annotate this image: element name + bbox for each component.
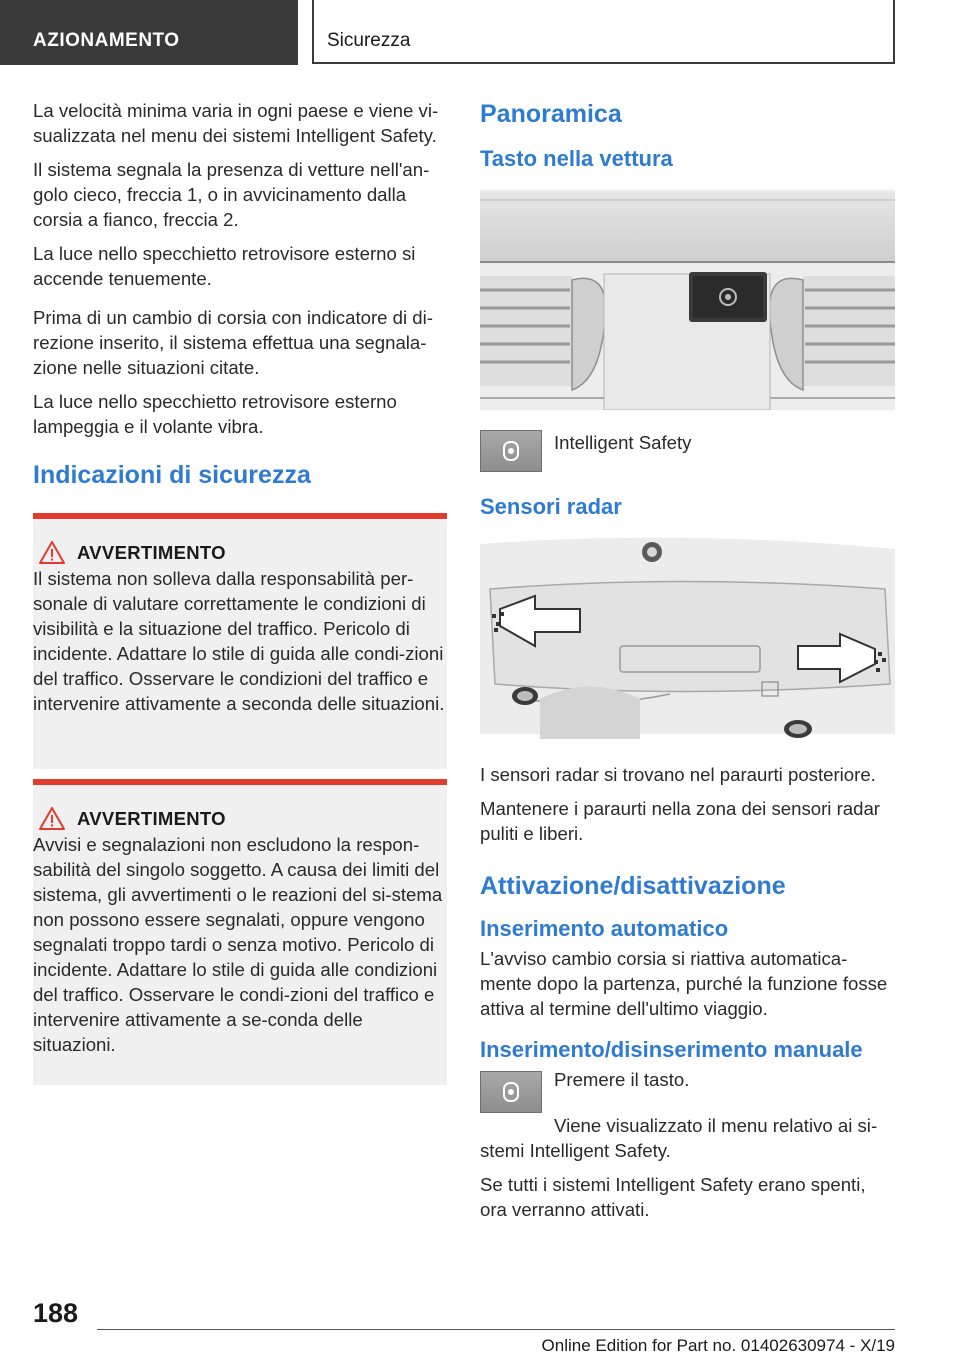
footer-divider (97, 1329, 895, 1330)
paragraph: Premere il tasto. (554, 1069, 690, 1090)
paragraph: La luce nello specchietto retrovisore esterno lampeggia e il volante vibra. (33, 391, 397, 437)
warning-triangle-icon (39, 807, 65, 830)
sub-heading: Inserimento automatico (480, 916, 729, 941)
warning-box (33, 779, 447, 1085)
button-instruction-row (480, 1067, 895, 1113)
warning-text: Avvisi e segnalazioni non escludono la respon-sabilità del singolo soggetto. A causa dei limiti del sistema, gli avvertimenti o le reazioni del si-stema non possono essere segnalati, oppure vengono segnalati troppo tardi o senza motivo. Pericolo di incidente. Adattare lo stile di guida alle condizioni del traffico. Osservare le condi-zioni del traffico e intervenire attivamente a se-conda delle situazioni. (33, 834, 443, 1055)
section-heading: Indicazioni di sicurezza (33, 461, 311, 489)
car-safety-icon (501, 1081, 521, 1103)
radar-sensors-image (480, 534, 895, 742)
footer-edition: Online Edition for Part no. 01402630974 - X/19 (541, 1336, 895, 1355)
paragraph: La luce nello specchietto retrovisore esterno si accende tenuemente. (33, 243, 416, 289)
sub-heading: Sensori radar (480, 494, 622, 519)
intelligent-safety-button-icon (480, 430, 542, 472)
header-section-label: AZIONAMENTO (33, 30, 180, 51)
dashboard-illustration (480, 190, 895, 410)
page-number: 188 (33, 1298, 79, 1328)
warning-title: AVVERTIMENTO (77, 807, 226, 829)
section-heading: Attivazione/disattivazione (480, 872, 786, 900)
rear-bumper-illustration (480, 534, 895, 742)
right-column (480, 98, 895, 1231)
paragraph: Il sistema segnala la presenza di vetture nell'an-golo cieco, freccia 1, o in avvicinamento dalla corsia a fianco, freccia 2. (33, 159, 430, 230)
warning-triangle-icon (39, 541, 65, 564)
header-subsection (312, 0, 895, 64)
car-safety-icon (501, 440, 521, 462)
button-label: Intelligent Safety (554, 432, 692, 453)
header-section (0, 0, 298, 65)
paragraph: Prima di un cambio di corsia con indicatore di di-rezione inserito, il sistema effettua una segnala-zione nelle situazioni citate. (33, 307, 433, 378)
paragraph: I sensori radar si trovano nel paraurti posteriore. (480, 764, 876, 785)
warning-box (33, 513, 447, 769)
button-legend-row (480, 426, 895, 472)
paragraph: L'avviso cambio corsia si riattiva automatica-mente dopo la partenza, purché la funzione fosse attiva al termine dell'ultimo viaggio. (480, 948, 888, 1019)
section-heading: Panoramica (480, 100, 622, 128)
warning-title: AVVERTIMENTO (77, 541, 226, 563)
left-column (33, 98, 447, 1085)
dashboard-button-image (480, 190, 895, 410)
warning-header (39, 541, 447, 564)
intelligent-safety-button-icon (480, 1071, 542, 1113)
paragraph: Viene visualizzato il menu relativo ai si-stemi Intelligent Safety. (480, 1115, 878, 1161)
paragraph: La velocità minima varia in ogni paese e viene vi-sualizzata nel menu dei sistemi Intelligent Safety. (33, 100, 439, 146)
sub-heading: Inserimento/disinserimento manuale (480, 1037, 863, 1062)
warning-header (39, 807, 447, 830)
warning-text: Il sistema non solleva dalla responsabilità per-sonale di valutare correttamente le condizioni di visibilità e la situazione del traffico. Pericolo di incidente. Adattare lo stile di guida alle condi-zioni del traffico. Osservare le condizioni del traffico e intervenire attivamente a seconda delle situazioni. (33, 568, 445, 714)
paragraph: Mantenere i paraurti nella zona dei sensori radar puliti e liberi. (480, 798, 880, 844)
header-subsection-label: Sicurezza (327, 30, 411, 51)
sub-heading: Tasto nella vettura (480, 146, 673, 171)
paragraph: Se tutti i sistemi Intelligent Safety erano spenti, ora verranno attivati. (480, 1174, 866, 1220)
